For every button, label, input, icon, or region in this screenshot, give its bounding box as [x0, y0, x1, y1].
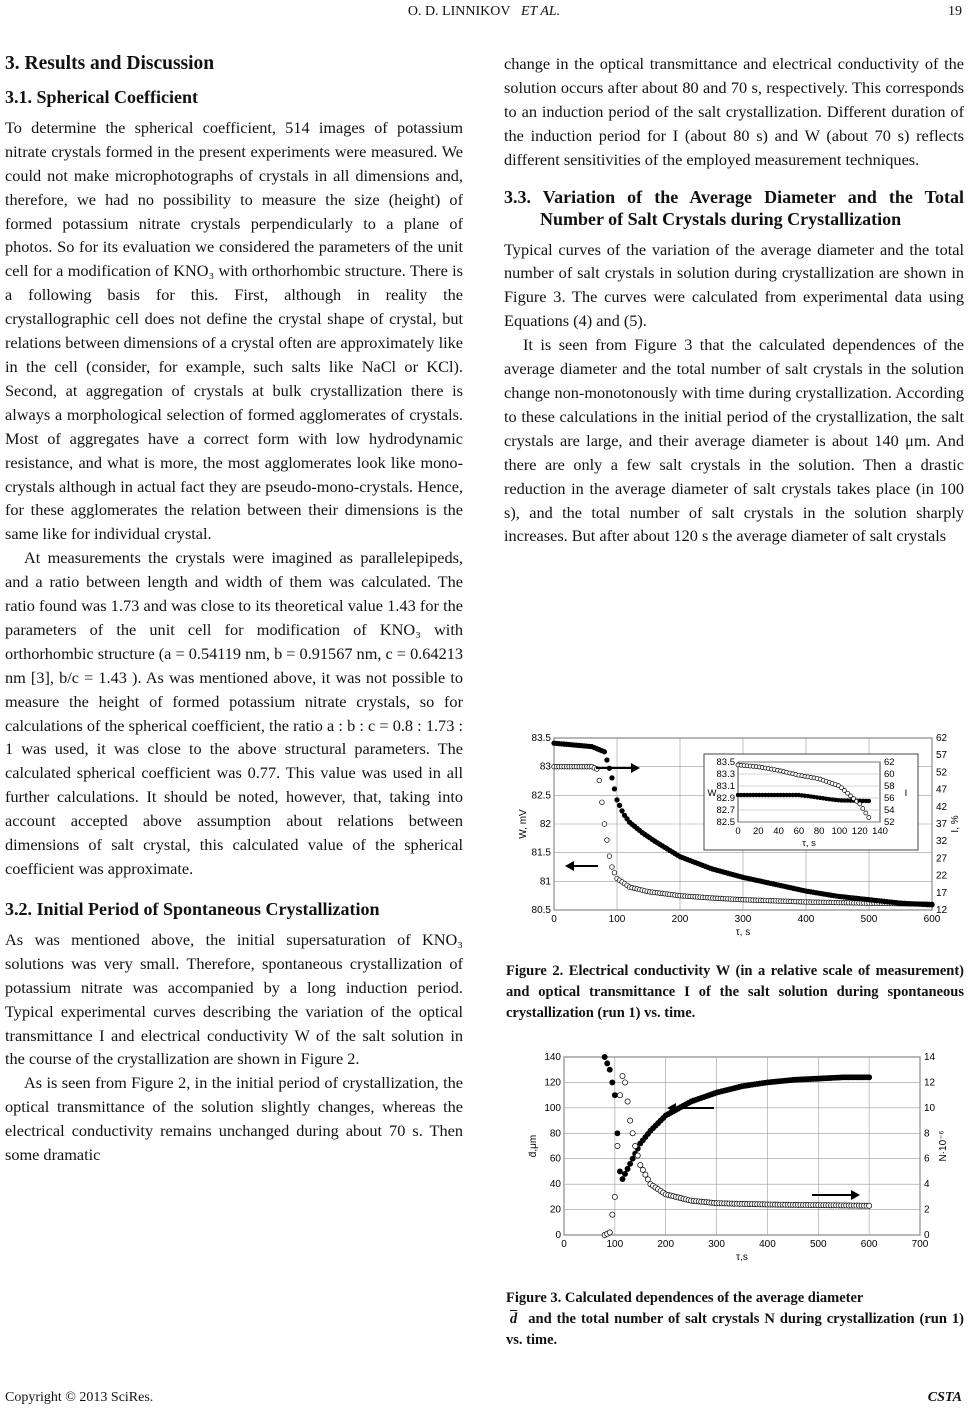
section-3-3-heading: 3.3. Variation of the Average Diameter and the Total Number of Salt Crystals during Crystallization — [504, 186, 964, 229]
y-right-tick-label: 2 — [924, 1204, 930, 1216]
y-left-tick-label: 100 — [544, 1102, 561, 1114]
y-right-tick-label: 22 — [936, 870, 948, 882]
y-right-tick-label: 4 — [924, 1179, 930, 1191]
data-point-d̄ — [605, 1061, 610, 1066]
y-right-tick-label: 12 — [936, 905, 948, 916]
data-point-W — [610, 865, 615, 870]
inset-x-tick: 120 — [851, 826, 868, 837]
inset-y-right-tick: 52 — [884, 817, 895, 828]
inset-y-right-tick: 54 — [884, 805, 895, 816]
running-etal: ET AL. — [520, 4, 561, 19]
data-point-N — [645, 1177, 650, 1182]
data-point-d̄ — [610, 1080, 615, 1085]
x-tick-label: 400 — [759, 1239, 776, 1250]
data-point-I — [615, 798, 620, 803]
y-right-tick-label: 17 — [936, 887, 948, 899]
x-axis-label: τ,s — [736, 1252, 748, 1263]
data-point-N — [620, 1073, 625, 1078]
inset-point-I — [867, 816, 871, 820]
y-right-axis-label: N·10⁻⁶ — [938, 1130, 949, 1162]
figure-3-caption — [506, 1288, 964, 1351]
figure-2-caption: Figure 2. Electrical conductivity W (in a relative scale of measurement) and optical transmittance I of the salt solution during spontaneous crystallization (run 1) vs. time. — [506, 963, 964, 1021]
y-left-axis-label: d̄,μm — [528, 1134, 539, 1158]
paragraph-3-2-a: As was mentioned above, the initial supersaturation of KNO₃ solutions was very small. Therefore, spontaneous crystallization of potassium nitrate was accompanied by a long induction period. Typical experimental curves describing the variation of the optical transmittance I and electrical conductivity W of the salt solution in the course of the crystallization are shown in Figure 2. — [5, 929, 463, 1069]
paragraph-3-2-b-cont: change in the optical transmittance and electrical conductivity of the solution occurs after about 80 and 70 s, respectively. This corresponds to an induction period of the salt crystallization. Different duration of the induction period for I (about 80 s) and W (about 70 s) reflects different sensitivities of the employed measurement techniques. — [504, 54, 964, 169]
y-left-tick-label: 140 — [544, 1052, 561, 1063]
y-right-tick-label: 14 — [924, 1052, 936, 1063]
running-head — [0, 4, 968, 20]
data-point-W — [607, 854, 612, 859]
y-left-tick-label: 40 — [549, 1179, 561, 1191]
data-point-d̄ — [607, 1067, 612, 1072]
data-point-N — [640, 1167, 645, 1172]
running-authors: O. D. LINNIKOV — [407, 4, 511, 19]
data-point-d̄ — [622, 1171, 627, 1176]
data-point-N — [633, 1143, 638, 1148]
y-right-tick-label: 37 — [936, 819, 948, 830]
data-point-I — [620, 809, 625, 814]
y-left-tick-label: 83.5 — [531, 733, 551, 744]
data-point-I — [612, 787, 617, 792]
y-right-axis-label: I, % — [950, 815, 961, 833]
x-tick-label: 300 — [708, 1239, 725, 1250]
x-tick-label: 200 — [657, 1239, 675, 1250]
inset-y-left-label: W — [707, 788, 717, 799]
data-point-W — [605, 838, 610, 843]
inset-y-right-tick: 62 — [884, 757, 895, 768]
page-header — [0, 2, 968, 26]
figure-3-caption-d: $\overline{d}$ — [510, 1311, 518, 1327]
figure-3-caption-a: Figure 3. Calculated dependences of the average diameter — [506, 1290, 864, 1306]
inset-x-tick: 0 — [735, 826, 741, 837]
data-point-d̄ — [615, 1131, 620, 1136]
section-3-1-heading: 3.1. Spherical Coefficient — [5, 86, 198, 107]
y-left-tick-label: 120 — [544, 1077, 561, 1089]
data-point-d̄ — [625, 1166, 630, 1171]
inset-point-I — [861, 807, 865, 811]
inset-plot-area — [738, 762, 880, 822]
data-point-N — [628, 1118, 633, 1123]
inset-x-tick: 80 — [813, 826, 825, 837]
data-point-d̄ — [617, 1169, 622, 1174]
data-point-I — [617, 803, 622, 808]
x-tick-label: 100 — [608, 914, 626, 925]
y-right-tick-label: 6 — [924, 1153, 930, 1165]
y-left-axis-label: W, mV — [518, 809, 529, 839]
x-tick-label: 600 — [860, 1239, 878, 1250]
inset-y-left-tick: 83.1 — [716, 781, 735, 792]
inset-y-left-tick: 82.7 — [716, 805, 735, 816]
x-axis-label: τ, s — [735, 927, 751, 938]
paragraph-3-2-b-start: As is seen from Figure 2, in the initial period of crystallization, the optical transmittance of the solution slightly changes, whereas the electrical conductivity remains unchanged during about 70 s. Then some dramatic — [5, 1073, 463, 1165]
inset-y-left-tick: 83.5 — [716, 757, 735, 768]
journal-name: CSTA — [927, 1390, 962, 1405]
inset-x-label: τ, s — [802, 838, 816, 849]
inset-x-tick: 20 — [752, 826, 764, 837]
inset-x-tick: 140 — [872, 826, 888, 837]
data-point-N — [630, 1131, 635, 1136]
data-point-d̄ — [612, 1093, 617, 1098]
data-point-N — [638, 1162, 643, 1167]
x-tick-label: 0 — [551, 914, 557, 925]
data-point-W — [600, 800, 605, 805]
data-point-N — [612, 1194, 617, 1199]
inset-y-left-tick: 83.3 — [716, 769, 735, 780]
y-left-tick-label: 60 — [549, 1153, 561, 1165]
paragraph-3-1-b: At measurements the crystals were imagined as parallelepipeds, and a ratio between length and width of them was calculated. The ratio found was 1.73 and was close to its theoretical value 1.43 for the parameters of the unit cell for modification of KNO₃ with orthorhombic structure (a = 0.54119 nm, b = 0.91567 nm, c = 0.64213 nm [3], b/c = 1.43 ). As was mentioned above, it was not possible to measure the height of formed potassium nitrate crystals, so for calculations of the spherical coefficient, the ratio a : b : c = 0.8 : 1.73 : 1 was used, it was close to the above structural parameters. The calculated spherical coefficient was 0.77. This value was used in all further calculations. It should be noted, however, that, taking into account accepted above assumption about relations between dimensions of salt crystal, this calculated value of the spherical coefficient was approximate. — [5, 548, 463, 878]
page-number: 19 — [948, 4, 962, 19]
data-point-W — [597, 778, 602, 783]
data-point-N — [610, 1212, 615, 1217]
y-right-tick-label: 10 — [924, 1102, 936, 1114]
data-point-N — [635, 1153, 640, 1158]
y-right-tick-label: 0 — [924, 1230, 930, 1241]
figure-2-chart — [506, 733, 961, 958]
y-left-tick-label: 0 — [555, 1230, 561, 1241]
inset-y-right-tick: 58 — [884, 781, 895, 792]
inset-point-W — [867, 799, 871, 803]
section-3-heading: 3. Results and Discussion — [5, 53, 215, 74]
data-point-d̄ — [630, 1156, 635, 1161]
y-right-tick-label: 12 — [924, 1077, 936, 1089]
y-right-tick-label: 8 — [924, 1128, 930, 1140]
inset-y-left-tick: 82.9 — [716, 793, 735, 804]
data-point-N — [607, 1230, 612, 1235]
page-footer — [0, 1390, 968, 1410]
data-point-I — [930, 903, 935, 908]
y-left-tick-label: 81 — [539, 876, 551, 888]
x-tick-label: 100 — [606, 1239, 624, 1250]
data-point-I — [602, 749, 607, 754]
data-point-I — [605, 758, 610, 763]
data-point-W — [612, 870, 617, 875]
inset-y-right-tick: 56 — [884, 793, 895, 804]
x-tick-label: 300 — [734, 914, 752, 925]
inset-y-left-tick: 82.5 — [716, 817, 735, 828]
y-left-tick-label: 82.5 — [531, 790, 551, 802]
data-point-W — [602, 822, 607, 827]
data-point-N — [615, 1143, 620, 1148]
y-left-tick-label: 80 — [549, 1128, 561, 1140]
data-point-N — [625, 1099, 630, 1104]
section-3-2-heading: 3.2. Initial Period of Spontaneous Crystallization — [5, 898, 380, 919]
inset-x-tick: 100 — [831, 826, 848, 837]
x-tick-label: 400 — [797, 914, 815, 925]
figure-3-chart — [506, 1043, 958, 1277]
inset-x-tick: 60 — [793, 826, 805, 837]
x-tick-label: 500 — [860, 914, 878, 925]
x-tick-label: 0 — [561, 1239, 567, 1250]
y-right-tick-label: 62 — [936, 733, 948, 744]
left-column — [5, 52, 463, 1167]
data-point-I — [610, 776, 615, 781]
paragraph-3-3-b: It is seen from Figure 3 that the calculated dependences of the average diameter and the total number of salt crystals in the solution change non-monotonously with time during crystallization. According to these calculations in the initial period of the crystallization, the salt crystals are large, and their average diameter is about 140 μm. And there are only a few salt crystals in the solution. Then a drastic reduction in the average diameter of salt crystals takes place (in 100 s), and the total number of salt crystals in the solution sharply increases. But after about 120 s the average diameter of salt crystals — [504, 335, 964, 546]
data-point-d̄ — [628, 1161, 633, 1166]
right-column — [504, 52, 964, 548]
y-left-tick-label: 82 — [539, 819, 551, 830]
y-right-tick-label: 52 — [936, 767, 948, 779]
y-left-tick-label: 20 — [549, 1204, 561, 1216]
paragraph-3-1-a: To determine the spherical coefficient, 514 images of potassium nitrate crystals formed in the present experiments were measured. We could not make microphotographs of crystals in all dimensions and, therefore, we had no possibility to measure the size (height) of formed potassium nitrate crystals perpendicularly to a plane of photos. So for its evaluation we considered the parameters of the unit cell for a modification of KNO₃ with orthorhombic structure. There is a following basis for this. First, although in reality the crystallographic cell does not define the crystal shape of crystal, but relations between dimensions of a crystal often are approximately like in the cell (consider, for example, such salts like NaCl or KCl). Second, at aggregation of crystals at bulk crystallization there is always a morphological selection of formed agglomerates of crystals. Most of aggregates have a correct form with low hydrodynamic resistance, and what is more, the most agglomerates look like mono-crystals although in actual fact they are pseudo-mono-crystals. Hence, for these agglomerates the relation between their dimensions is the same like for individual crystal. — [5, 117, 463, 544]
inset-point-I — [858, 802, 862, 806]
inset-y-right-label: I — [904, 788, 908, 799]
x-tick-label: 700 — [911, 1239, 929, 1250]
data-point-d̄ — [867, 1075, 872, 1080]
inset-point-I — [864, 811, 868, 815]
y-right-tick-label: 47 — [936, 784, 948, 796]
data-point-d̄ — [602, 1054, 607, 1059]
inset-x-tick: 40 — [773, 826, 784, 837]
data-point-d̄ — [620, 1176, 625, 1181]
y-right-tick-label: 42 — [936, 801, 948, 813]
y-left-tick-label: 83 — [539, 761, 551, 773]
x-tick-label: 600 — [923, 914, 941, 925]
paragraph-3-3-a: Typical curves of the variation of the average diameter and the total number of salt crystals in solution during crystallization are shown in Figure 3. The curves were calculated from experimental data using Equations (4) and (5). — [504, 239, 964, 331]
y-right-tick-label: 57 — [936, 750, 948, 762]
y-left-tick-label: 81.5 — [531, 847, 551, 859]
data-point-N — [622, 1080, 627, 1085]
data-point-N — [643, 1172, 648, 1177]
x-tick-label: 200 — [671, 914, 689, 925]
y-left-tick-label: 80.5 — [531, 905, 551, 916]
inset-y-right-tick: 60 — [884, 769, 895, 780]
copyright: Copyright © 2013 SciRes. — [5, 1390, 154, 1405]
y-right-tick-label: 27 — [936, 853, 948, 865]
figure-3-caption-b: and the total number of salt crystals N during crystallization (run 1) vs. time. — [506, 1311, 964, 1348]
y-right-tick-label: 32 — [936, 836, 948, 848]
data-point-N — [867, 1203, 872, 1208]
x-tick-label: 500 — [809, 1239, 827, 1250]
data-point-N — [617, 1093, 622, 1098]
